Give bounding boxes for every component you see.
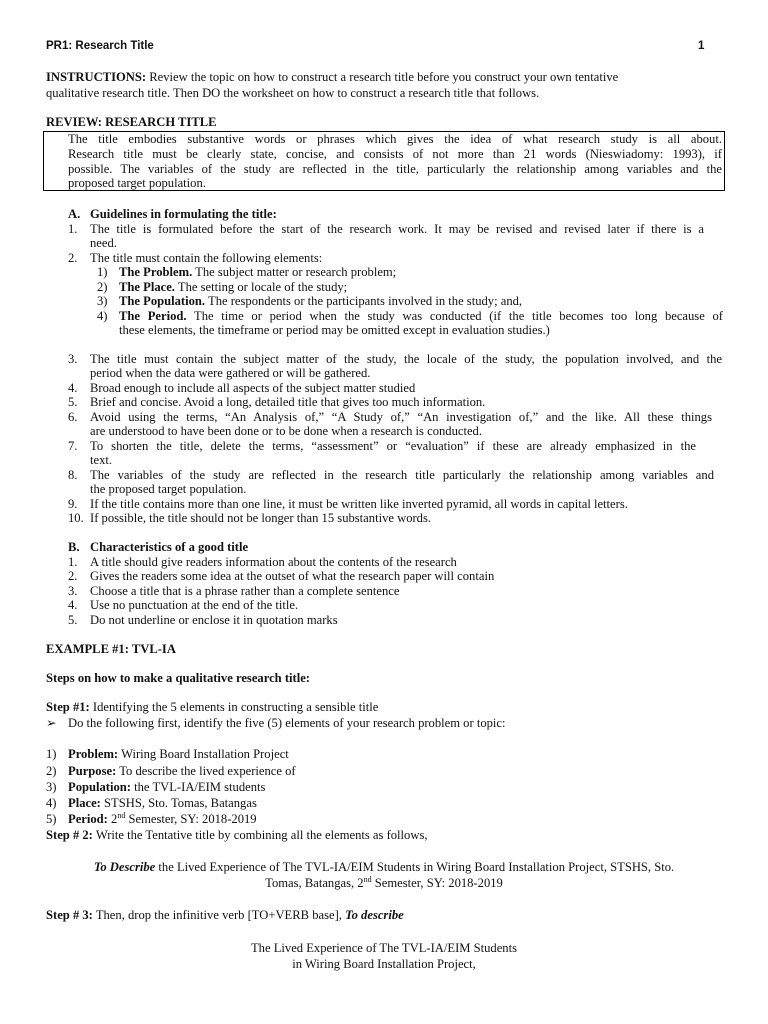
list-number: 5. bbox=[68, 613, 78, 627]
guideline-3-line-2: period when the data were gathered or will be gathered. bbox=[90, 366, 371, 380]
list-number: 4. bbox=[68, 381, 78, 395]
instructions-line-1 bbox=[46, 70, 726, 85]
characteristic-4: Use no punctuation at the end of the title. bbox=[90, 598, 299, 612]
element-number: 1) bbox=[46, 747, 57, 761]
guideline-4: Broad enough to include all aspects of the subject matter studied bbox=[90, 381, 416, 395]
list-number: 2. bbox=[68, 251, 78, 265]
characteristic-1: A title should give readers information about the contents of the research bbox=[90, 555, 457, 569]
guideline-8-line-2: the proposed target population. bbox=[90, 482, 247, 496]
element-label: The Period. bbox=[119, 309, 187, 323]
element-text: 2 bbox=[111, 812, 118, 826]
example-subheading: Steps on how to make a qualitative research title: bbox=[46, 671, 310, 685]
guideline-5: Brief and concise. Avoid a long, detailed title that gives too much information. bbox=[90, 395, 486, 409]
step-label: Step # 3: bbox=[46, 908, 93, 922]
element-label: Place: bbox=[68, 796, 101, 810]
element-number: 3) bbox=[46, 780, 57, 794]
element-text: Wiring Board Installation Project bbox=[121, 747, 289, 761]
section-b-marker: B. bbox=[68, 540, 80, 554]
tentative-text: Semester, SY: 2018-2019 bbox=[371, 876, 503, 890]
step-3 bbox=[46, 908, 404, 923]
element-number: 2) bbox=[46, 764, 57, 778]
step-label: Step # 2: bbox=[46, 828, 93, 842]
instructions-label: INSTRUCTIONS: bbox=[46, 70, 147, 84]
instructions-text: Review the topic on how to construct a research title before you construct your own tentative bbox=[149, 70, 619, 84]
tentative-text: the Lived Experience of The TVL-IA/EIM Students in Wiring Board Installation Project, STSHS, Sto. bbox=[155, 860, 675, 874]
running-header: PR1: Research Title bbox=[46, 40, 154, 52]
element-number: 4) bbox=[46, 796, 57, 810]
list-number: 7. bbox=[68, 439, 78, 453]
list-number: 10. bbox=[68, 511, 84, 525]
final-title-line-1: The Lived Experience of The TVL-IA/EIM Students bbox=[250, 941, 518, 955]
element-text: The setting or locale of the study; bbox=[177, 280, 348, 294]
element-text: Semester, SY: 2018-2019 bbox=[125, 812, 257, 826]
guideline-6-line-1: Avoid using the terms, “An Analysis of,” “A Study of,” “An investigation of,” and the like. All these things bbox=[90, 410, 712, 424]
guideline-7-line-2: text. bbox=[90, 453, 113, 467]
characteristic-3: Choose a title that is a phrase rather than a complete sentence bbox=[90, 584, 400, 598]
element-label: Problem: bbox=[68, 747, 119, 761]
element-text: the TVL-IA/EIM students bbox=[134, 780, 266, 794]
element-text: The subject matter or research problem; bbox=[195, 265, 397, 279]
guideline-3-line-1: The title must contain the subject matter of the study, the locale of the study, the population involved, and the bbox=[90, 352, 722, 366]
element-number: 2) bbox=[97, 280, 108, 294]
list-number: 6. bbox=[68, 410, 78, 424]
tentative-text: Tomas, Batangas, 2 bbox=[265, 876, 364, 890]
element-number: 1) bbox=[97, 265, 108, 279]
list-number: 4. bbox=[68, 598, 78, 612]
element-number: 3) bbox=[97, 294, 108, 308]
box-line-3: possible. The variables of the study are reflected in the title, particularly the relationship among variables and the bbox=[68, 162, 722, 176]
element-text: STSHS, Sto. Tomas, Batangas bbox=[100, 796, 257, 810]
element-place bbox=[119, 280, 347, 295]
page-number: 1 bbox=[698, 40, 705, 52]
element-label: The Place. bbox=[119, 280, 175, 294]
section-b-title: Characteristics of a good title bbox=[90, 540, 249, 554]
step-text: Identifying the 5 elements in constructing a sensible title bbox=[92, 700, 379, 714]
step-emphasis: To describe bbox=[345, 908, 404, 922]
guideline-6-line-2: are understood to have been done or to be done when a research is conducted. bbox=[90, 424, 483, 438]
element-population bbox=[119, 294, 522, 309]
element-label: Population: bbox=[68, 780, 131, 794]
arrow-bullet-icon: ➢ bbox=[46, 716, 57, 730]
guideline-8-line-1: The variables of the study are reflected in the research title particularly the relationship among variables and bbox=[90, 468, 714, 482]
list-number: 1. bbox=[68, 222, 78, 236]
section-a-marker: A. bbox=[68, 207, 81, 221]
example-element-purpose bbox=[68, 764, 296, 779]
element-period bbox=[119, 309, 723, 324]
element-text: The respondents or the participants involved in the study; and, bbox=[208, 294, 523, 308]
step-text: Write the Tentative title by combining all the elements as follows, bbox=[95, 828, 428, 842]
element-label: The Population. bbox=[119, 294, 206, 308]
list-number: 8. bbox=[68, 468, 78, 482]
element-number: 4) bbox=[97, 309, 108, 323]
ordinal-suffix: nd bbox=[363, 874, 372, 884]
step-1 bbox=[46, 700, 378, 715]
example-element-population bbox=[68, 780, 265, 795]
list-number: 2. bbox=[68, 569, 78, 583]
list-number: 3. bbox=[68, 352, 78, 366]
guideline-1-line-1: The title is formulated before the start of the research work. It may be revised and revised later if there is a bbox=[90, 222, 704, 236]
example-element-problem bbox=[68, 747, 289, 762]
element-period-line-2: these elements, the timeframe or period may be omitted except in evaluation studies.) bbox=[119, 323, 550, 337]
characteristic-5: Do not underline or enclose it in quotation marks bbox=[90, 613, 338, 627]
tentative-lead: To Describe bbox=[93, 860, 156, 874]
final-title-line-2: in Wiring Board Installation Project, bbox=[292, 957, 476, 971]
list-number: 1. bbox=[68, 555, 78, 569]
element-text: The time or period when the study was conducted (if the title becomes too long because of bbox=[194, 309, 723, 323]
characteristic-2: Gives the readers some idea at the outset of what the research paper will contain bbox=[90, 569, 495, 583]
bullet-text: Do the following first, identify the five (5) elements of your research problem or topic: bbox=[68, 716, 506, 730]
element-label: Period: bbox=[68, 812, 108, 826]
guideline-7-line-1: To shorten the title, delete the terms, “assessment” or “evaluation” if these are already emphasized in the bbox=[90, 439, 696, 453]
ordinal-suffix: nd bbox=[117, 810, 126, 820]
box-line-1: The title embodies substantive words or phrases which gives the idea of what research study is all about. bbox=[68, 132, 722, 146]
example-element-place bbox=[68, 796, 257, 811]
box-line-4: proposed target population. bbox=[68, 176, 206, 190]
tentative-title-line-2 bbox=[40, 876, 728, 891]
guideline-1-line-2: need. bbox=[90, 236, 117, 250]
guideline-2: The title must contain the following elements: bbox=[90, 251, 323, 265]
box-line-2: Research title must be clearly state, concise, and consists of not more than 21 words (Nieswiadomy: 1993), if bbox=[68, 147, 722, 161]
step-label: Step #1: bbox=[46, 700, 90, 714]
guideline-9: If the title contains more than one line, it must be written like inverted pyramid, all words in capital letters. bbox=[90, 497, 628, 511]
list-number: 5. bbox=[68, 395, 78, 409]
section-a-title: Guidelines in formulating the title: bbox=[90, 207, 277, 221]
guideline-10: If possible, the title should not be longer than 15 substantive words. bbox=[90, 511, 432, 525]
example-heading: EXAMPLE #1: TVL-IA bbox=[46, 642, 176, 656]
element-label: The Problem. bbox=[119, 265, 193, 279]
example-element-period bbox=[68, 812, 257, 827]
instructions-line-2: qualitative research title. Then DO the worksheet on how to construct a research title that follows. bbox=[46, 86, 540, 100]
step-text: Then, drop the infinitive verb [TO+VERB base], bbox=[95, 908, 342, 922]
element-number: 5) bbox=[46, 812, 57, 826]
element-text: To describe the lived experience of bbox=[119, 764, 296, 778]
element-problem bbox=[119, 265, 396, 280]
tentative-title-line-1 bbox=[40, 860, 728, 875]
list-number: 9. bbox=[68, 497, 78, 511]
step-2 bbox=[46, 828, 428, 843]
element-label: Purpose: bbox=[68, 764, 117, 778]
review-heading: REVIEW: RESEARCH TITLE bbox=[46, 115, 217, 129]
list-number: 3. bbox=[68, 584, 78, 598]
